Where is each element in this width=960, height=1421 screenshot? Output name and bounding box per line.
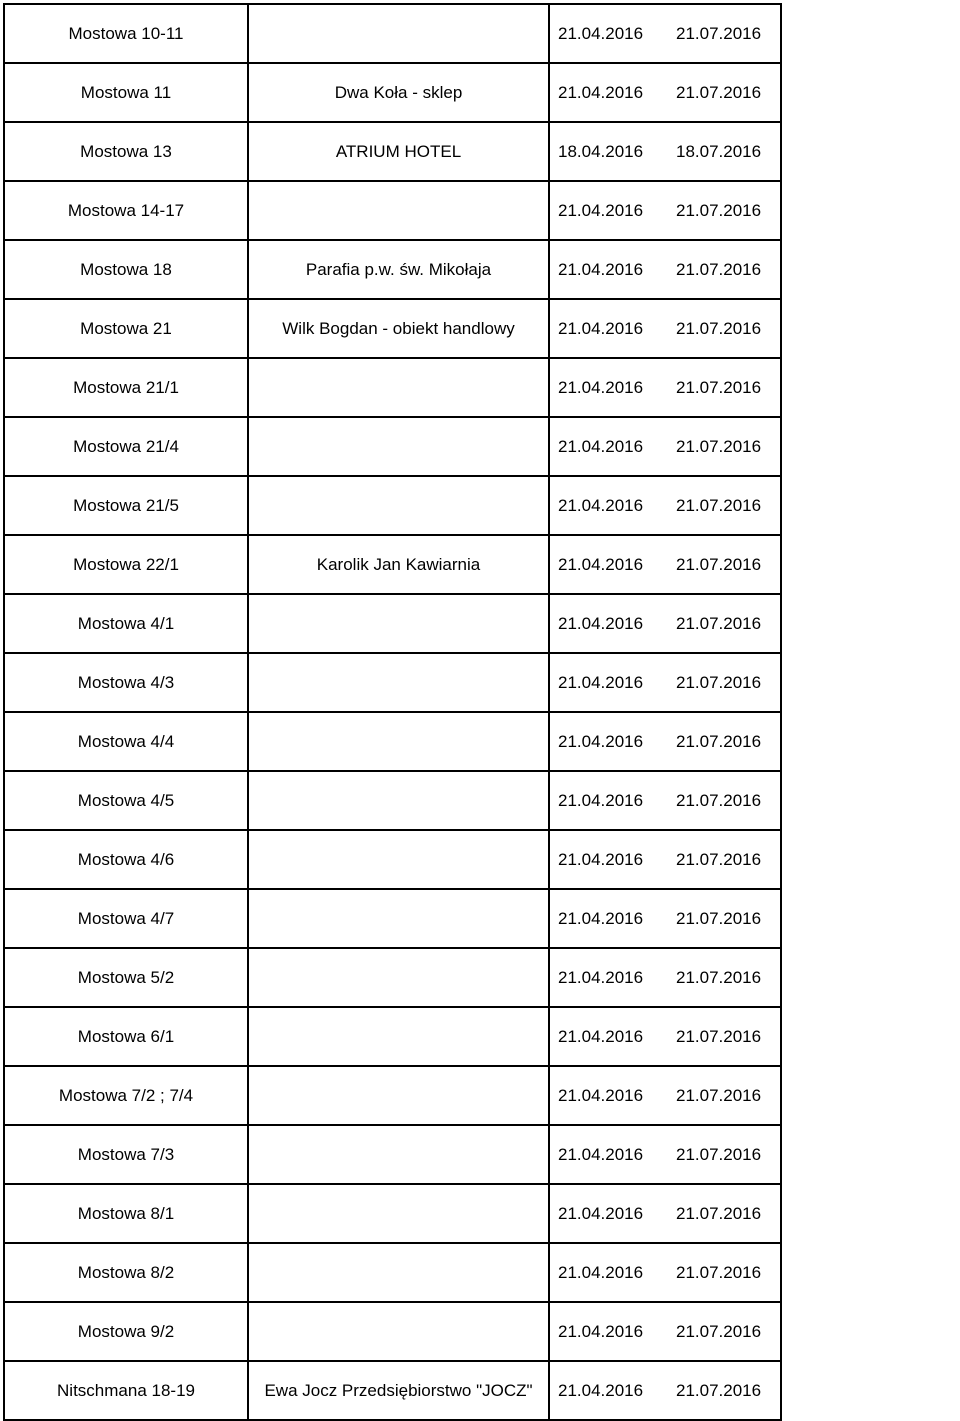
dates-cell xyxy=(550,831,782,888)
dates-cell xyxy=(550,949,782,1006)
date-to: 21.07.2016 xyxy=(676,1144,762,1164)
address-cell: Mostowa 21/4 xyxy=(5,418,249,475)
table-row xyxy=(5,241,782,300)
date-from: 21.04.2016 xyxy=(558,318,644,338)
table-row xyxy=(5,654,782,713)
name-cell: ATRIUM HOTEL xyxy=(249,123,550,180)
date-to: 21.07.2016 xyxy=(676,1026,762,1046)
table-row xyxy=(5,359,782,418)
dates-cell xyxy=(550,1067,782,1124)
date-from: 21.04.2016 xyxy=(558,790,644,810)
name-cell: Dwa Koła - sklep xyxy=(249,64,550,121)
date-from: 21.04.2016 xyxy=(558,259,644,279)
date-to: 18.07.2016 xyxy=(676,141,762,161)
dates-cell xyxy=(550,123,782,180)
name-cell: Karolik Jan Kawiarnia xyxy=(249,536,550,593)
address-cell: Mostowa 4/5 xyxy=(5,772,249,829)
date-from: 21.04.2016 xyxy=(558,1262,644,1282)
date-to: 21.07.2016 xyxy=(676,1203,762,1223)
name-cell xyxy=(249,418,550,475)
name-cell xyxy=(249,772,550,829)
address-cell: Nitschmana 18-19 xyxy=(5,1362,249,1419)
table-row xyxy=(5,123,782,182)
date-from: 21.04.2016 xyxy=(558,436,644,456)
date-to: 21.07.2016 xyxy=(676,200,762,220)
address-cell: Mostowa 21 xyxy=(5,300,249,357)
date-from: 21.04.2016 xyxy=(558,1144,644,1164)
dates-cell xyxy=(550,1185,782,1242)
name-cell xyxy=(249,713,550,770)
dates-cell xyxy=(550,241,782,298)
name-cell: Ewa Jocz Przedsiębiorstwo "JOCZ" xyxy=(249,1362,550,1419)
date-from: 21.04.2016 xyxy=(558,554,644,574)
dates-cell xyxy=(550,1362,782,1419)
date-to: 21.07.2016 xyxy=(676,436,762,456)
date-to: 21.07.2016 xyxy=(676,790,762,810)
table-row xyxy=(5,5,782,64)
date-from: 21.04.2016 xyxy=(558,1203,644,1223)
name-cell xyxy=(249,1126,550,1183)
name-cell xyxy=(249,890,550,947)
address-cell: Mostowa 8/2 xyxy=(5,1244,249,1301)
name-cell xyxy=(249,182,550,239)
address-cell: Mostowa 4/1 xyxy=(5,595,249,652)
dates-cell xyxy=(550,5,782,62)
name-cell: Parafia p.w. św. Mikołaja xyxy=(249,241,550,298)
dates-cell xyxy=(550,477,782,534)
name-cell xyxy=(249,1244,550,1301)
dates-cell xyxy=(550,536,782,593)
address-cell: Mostowa 11 xyxy=(5,64,249,121)
name-cell xyxy=(249,1185,550,1242)
table-row xyxy=(5,1362,782,1421)
data-table xyxy=(3,3,782,1421)
dates-cell xyxy=(550,1244,782,1301)
date-from: 21.04.2016 xyxy=(558,82,644,102)
address-cell: Mostowa 21/1 xyxy=(5,359,249,416)
date-from: 21.04.2016 xyxy=(558,967,644,987)
date-to: 21.07.2016 xyxy=(676,23,762,43)
address-cell: Mostowa 13 xyxy=(5,123,249,180)
dates-cell xyxy=(550,890,782,947)
date-from: 21.04.2016 xyxy=(558,1085,644,1105)
table-row xyxy=(5,949,782,1008)
table-row xyxy=(5,1008,782,1067)
table-row xyxy=(5,418,782,477)
date-from: 21.04.2016 xyxy=(558,1321,644,1341)
date-from: 21.04.2016 xyxy=(558,1026,644,1046)
date-to: 21.07.2016 xyxy=(676,259,762,279)
date-to: 21.07.2016 xyxy=(676,495,762,515)
date-from: 21.04.2016 xyxy=(558,377,644,397)
dates-cell xyxy=(550,595,782,652)
table-row xyxy=(5,64,782,123)
date-to: 21.07.2016 xyxy=(676,849,762,869)
name-cell xyxy=(249,5,550,62)
address-cell: Mostowa 7/2 ; 7/4 xyxy=(5,1067,249,1124)
address-cell: Mostowa 6/1 xyxy=(5,1008,249,1065)
table-row xyxy=(5,536,782,595)
address-cell: Mostowa 21/5 xyxy=(5,477,249,534)
date-to: 21.07.2016 xyxy=(676,731,762,751)
name-cell xyxy=(249,359,550,416)
date-from: 18.04.2016 xyxy=(558,141,644,161)
date-from: 21.04.2016 xyxy=(558,613,644,633)
table-row xyxy=(5,300,782,359)
dates-cell xyxy=(550,300,782,357)
name-cell xyxy=(249,1303,550,1360)
date-to: 21.07.2016 xyxy=(676,1262,762,1282)
address-cell: Mostowa 4/7 xyxy=(5,890,249,947)
dates-cell xyxy=(550,64,782,121)
dates-cell xyxy=(550,713,782,770)
dates-cell xyxy=(550,359,782,416)
dates-cell xyxy=(550,654,782,711)
address-cell: Mostowa 5/2 xyxy=(5,949,249,1006)
date-from: 21.04.2016 xyxy=(558,731,644,751)
address-cell: Mostowa 8/1 xyxy=(5,1185,249,1242)
dates-cell xyxy=(550,1008,782,1065)
date-from: 21.04.2016 xyxy=(558,672,644,692)
date-to: 21.07.2016 xyxy=(676,967,762,987)
date-to: 21.07.2016 xyxy=(676,554,762,574)
dates-cell xyxy=(550,1303,782,1360)
table-row xyxy=(5,182,782,241)
table-row xyxy=(5,477,782,536)
address-cell: Mostowa 18 xyxy=(5,241,249,298)
date-to: 21.07.2016 xyxy=(676,613,762,633)
date-to: 21.07.2016 xyxy=(676,672,762,692)
address-cell: Mostowa 7/3 xyxy=(5,1126,249,1183)
dates-cell xyxy=(550,418,782,475)
name-cell: Wilk Bogdan - obiekt handlowy xyxy=(249,300,550,357)
table-row xyxy=(5,772,782,831)
date-to: 21.07.2016 xyxy=(676,1380,762,1400)
address-cell: Mostowa 10-11 xyxy=(5,5,249,62)
table-row xyxy=(5,1185,782,1244)
name-cell xyxy=(249,1008,550,1065)
date-to: 21.07.2016 xyxy=(676,908,762,928)
date-from: 21.04.2016 xyxy=(558,200,644,220)
date-from: 21.04.2016 xyxy=(558,849,644,869)
dates-cell xyxy=(550,772,782,829)
name-cell xyxy=(249,654,550,711)
address-cell: Mostowa 4/6 xyxy=(5,831,249,888)
name-cell xyxy=(249,831,550,888)
address-cell: Mostowa 14-17 xyxy=(5,182,249,239)
table-row xyxy=(5,1244,782,1303)
date-to: 21.07.2016 xyxy=(676,82,762,102)
address-cell: Mostowa 4/4 xyxy=(5,713,249,770)
date-from: 21.04.2016 xyxy=(558,495,644,515)
date-to: 21.07.2016 xyxy=(676,1321,762,1341)
date-from: 21.04.2016 xyxy=(558,908,644,928)
date-to: 21.07.2016 xyxy=(676,1085,762,1105)
table-row xyxy=(5,713,782,772)
table-row xyxy=(5,595,782,654)
table-row xyxy=(5,1067,782,1126)
date-to: 21.07.2016 xyxy=(676,377,762,397)
address-cell: Mostowa 4/3 xyxy=(5,654,249,711)
dates-cell xyxy=(550,182,782,239)
table-row xyxy=(5,1303,782,1362)
table-row xyxy=(5,1126,782,1185)
address-cell: Mostowa 22/1 xyxy=(5,536,249,593)
date-from: 21.04.2016 xyxy=(558,23,644,43)
table-row xyxy=(5,890,782,949)
name-cell xyxy=(249,595,550,652)
date-from: 21.04.2016 xyxy=(558,1380,644,1400)
name-cell xyxy=(249,477,550,534)
dates-cell xyxy=(550,1126,782,1183)
table-row xyxy=(5,831,782,890)
address-cell: Mostowa 9/2 xyxy=(5,1303,249,1360)
name-cell xyxy=(249,949,550,1006)
name-cell xyxy=(249,1067,550,1124)
date-to: 21.07.2016 xyxy=(676,318,762,338)
